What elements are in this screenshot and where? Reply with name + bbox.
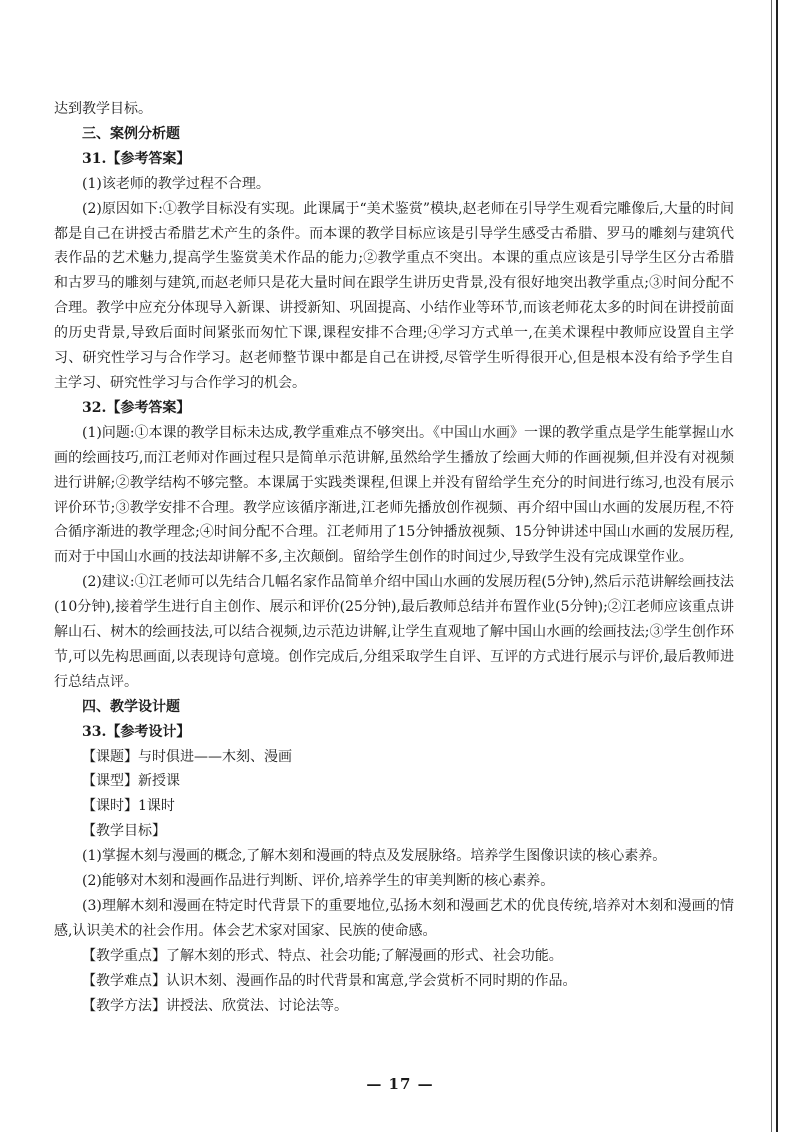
page-edge-line bbox=[776, 0, 778, 1132]
page-edge-line-thin bbox=[771, 0, 772, 1132]
paragraph: (3)理解木刻和漫画在特定时代背景下的重要地位,弘扬木刻和漫画艺术的优良传统,培养对木刻和漫画的情感,认识美术的社会作用。体会艺术家对国家、民族的使命感。 bbox=[54, 898, 734, 939]
document-body bbox=[54, 97, 734, 1019]
paragraph: (2)原因如下:①教学目标没有实现。此课属于“美术鉴赏”模块,赵老师在引导学生观看完雕像后,大量的时间都是自己在讲授古希腊艺术产生的条件。而本课的教学目标应该是引导学生感受古希腊、罗马的雕刻与建筑代表作品的艺术魅力,提高学生鉴赏美术作品的能力;②教学重点不突出。本课的重点应该是引导学生区分古希腊和古罗马的雕刻与建筑,而赵老师只是花大量时间在跟学生讲历史背景,没有很好地突出教学重点;③时间分配不合理。教学中应充分体现导入新课、讲授新知、巩固提高、小结作业等环节,而该老师花太多的时间在讲授前面的历史背景,导致后面时间紧张而匆忙下课,课程安排不合理;④学习方式单一,在美术课程中教师应设置自主学习、研究性学习与合作学习。赵老师整节课中都是自己在讲授,尽管学生听得很开心,但是根本没有给予学生自主学习、研究性学习与合作学习的机会。 bbox=[54, 200, 734, 391]
section-heading: 四、教学设计题 bbox=[82, 698, 180, 715]
section-heading: 33.【参考设计】 bbox=[82, 723, 191, 740]
paragraph: (2)建议:①江老师可以先结合几幅名家作品简单介绍中国山水画的发展历程(5分钟),然后示范讲解绘画技法(10分钟),接着学生进行自主创作、展示和评价(25分钟),最后教师总结并布置作业(5分钟);②江老师应该重点讲解山石、树木的绘画技法,可以结合视频,边示范边讲解,让学生直观地了解中国山水画的绘画技法;③学生创作环节,可以先构思画面,以表现诗句意境。创作完成后,分组采取学生自评、互评的方式进行展示与评价,最后教师进行总结点评。 bbox=[54, 574, 734, 690]
paragraph: (1)掌握木刻与漫画的概念,了解木刻和漫画的特点及发展脉络。培养学生图像识读的核心素养。 bbox=[82, 848, 667, 865]
paragraph: 【课时】1课时 bbox=[82, 798, 175, 815]
paragraph: (1)问题:①本课的教学目标未达成,教学重难点不够突出。《中国山水画》一课的教学重点是学生能掌握山水画的绘画技巧,而江老师对作画过程只是简单示范讲解,虽然给学生播放了绘画大师的作画视频,但并没有对视频进行讲解;②教学结构不够完整。本课属于实践类课程,但课上并没有留给学生充分的时间进行练习,也没有展示评价环节;③教学安排不合理。教学应该循序渐进,江老师先播放创作视频、再介绍中国山水画的发展历程,不符合循序渐进的教学理念;④时间分配不合理。江老师用了15分钟播放视频、15分钟讲述中国山水画的发展历程,而对于中国山水画的技法却讲解不多,主次颠倒。留给学生创作的时间过少,导致学生没有完成课堂作业。 bbox=[54, 424, 734, 566]
paragraph: 【课型】新授课 bbox=[82, 773, 180, 790]
paragraph: 【课题】与时俱进——木刻、漫画 bbox=[82, 748, 292, 765]
page-number: — 17 — bbox=[366, 1075, 434, 1093]
section-heading: 三、案例分析题 bbox=[82, 125, 180, 142]
paragraph: 达到教学目标。 bbox=[54, 101, 152, 117]
paragraph: 【教学重点】了解木刻的形式、特点、社会功能;了解漫画的形式、社会功能。 bbox=[82, 947, 563, 964]
paragraph: 【教学方法】讲授法、欣赏法、讨论法等。 bbox=[82, 997, 348, 1014]
section-heading: 31.【参考答案】 bbox=[82, 150, 191, 167]
paragraph: 【教学难点】认识木刻、漫画作品的时代背景和寓意,学会赏析不同时期的作品。 bbox=[82, 972, 577, 989]
paragraph: 【教学目标】 bbox=[82, 823, 166, 840]
paragraph: (1)该老师的教学过程不合理。 bbox=[82, 175, 270, 192]
section-heading: 32.【参考答案】 bbox=[82, 399, 191, 416]
paragraph: (2)能够对木刻和漫画作品进行判断、评价,培养学生的审美判断的核心素养。 bbox=[82, 873, 555, 890]
